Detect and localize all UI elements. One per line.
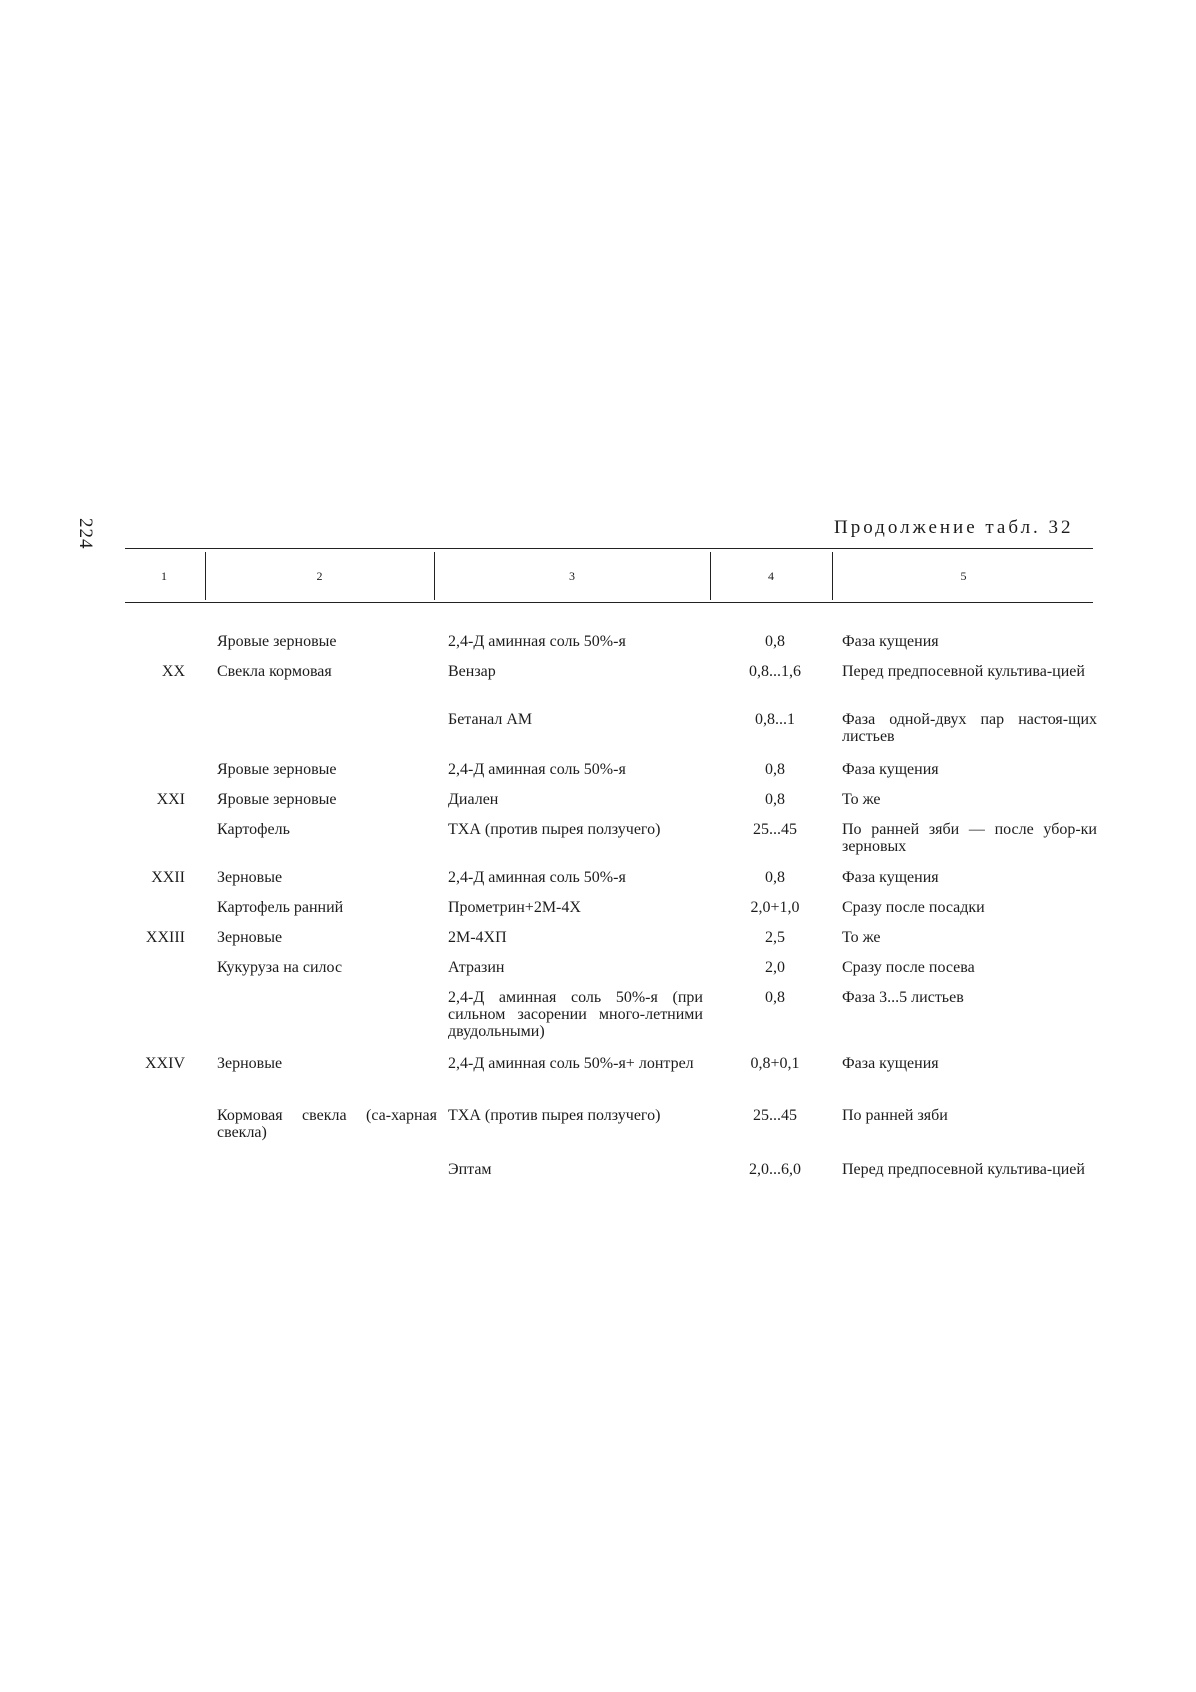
- table-cell: 2,4-Д аминная соль 50%-я: [448, 869, 626, 886]
- table-cell: То же: [842, 929, 881, 946]
- table-cell: 2,4-Д аминная соль 50%-я: [448, 761, 626, 778]
- header-col-3: 3: [569, 568, 575, 583]
- table-cell: Картофель ранний: [217, 899, 344, 916]
- table-cell: Зерновые: [217, 929, 283, 946]
- table-cell: 0,8+0,1: [750, 1055, 800, 1072]
- table-cell: Кукуруза на силос: [217, 959, 343, 976]
- table-cell: Прометрин+2М-4Х: [448, 899, 581, 916]
- table-cell: 0,8: [765, 633, 785, 650]
- table-cell: 0,8: [765, 869, 785, 886]
- table-cell: 2,0+1,0: [750, 899, 800, 916]
- table-cell: Картофель: [217, 821, 290, 838]
- table-cell: 2,4-Д аминная соль 50%-я: [448, 633, 626, 650]
- table-cell: 2,0: [765, 959, 785, 976]
- table-cell: 25...45: [753, 1107, 797, 1124]
- table-cell: Свекла кормовая: [217, 663, 332, 680]
- table-cell: Сразу после посева: [842, 959, 975, 976]
- table-cell: Зерновые: [217, 1055, 283, 1072]
- table-cell: XXIII: [145, 929, 185, 946]
- table-cell: ТХА (против пырея ползучего): [448, 821, 661, 838]
- table-cell: Перед предпосевной культива-цией: [842, 663, 1085, 680]
- table-cell: 0,8: [765, 791, 785, 808]
- table-cell: Фаза кущения: [842, 869, 939, 886]
- table-cell: Яровые зерновые: [217, 633, 337, 650]
- table-cell: То же: [842, 791, 881, 808]
- table-cell: 2,0...6,0: [749, 1161, 801, 1178]
- table-cell: XXI: [156, 791, 185, 808]
- table-cell: Вензар: [448, 663, 496, 680]
- table-cell: 2М-4ХП: [448, 929, 507, 946]
- page-number: 224: [75, 518, 96, 550]
- table-cell: ТХА (против пырея ползучего): [448, 1107, 661, 1124]
- table-cell: По ранней зяби: [842, 1107, 948, 1124]
- table-cell: XXII: [151, 869, 185, 886]
- table-cell: Эптам: [448, 1161, 492, 1178]
- table-cell: Диален: [448, 791, 499, 808]
- header-col-1: 1: [161, 568, 167, 583]
- table-cell: Яровые зерновые: [217, 761, 337, 778]
- table-cell: Фаза кущения: [842, 761, 939, 778]
- table-cell: Яровые зерновые: [217, 791, 337, 808]
- table-cell: 0,8...1: [755, 711, 795, 728]
- table-cell: Бетанал АМ: [448, 711, 533, 728]
- header-col-4: 4: [768, 568, 774, 583]
- table-cell: Фаза 3...5 листьев: [842, 989, 964, 1006]
- table-cell: XXIV: [145, 1055, 185, 1072]
- table-cell: Сразу после посадки: [842, 899, 985, 916]
- table-cell: 0,8: [765, 761, 785, 778]
- header-col-5: 5: [960, 568, 967, 583]
- table-cell: Фаза кущения: [842, 633, 939, 650]
- table-cell: Фаза кущения: [842, 1055, 939, 1072]
- table-cell: 0,8...1,6: [749, 663, 801, 680]
- table-cell: По ранней зяби — после убор-ки зерновых: [842, 821, 1097, 855]
- table-cell: Зерновые: [217, 869, 283, 886]
- table-body: [125, 0, 1097, 1692]
- table-cell: XX: [161, 663, 185, 680]
- table-cell: 25...45: [753, 821, 797, 838]
- table-cell: 2,4-Д аминная соль 50%-я (при сильном засорении много-летними двудольными): [448, 989, 703, 1040]
- table-cell: Перед предпосевной культива-цией: [842, 1161, 1085, 1178]
- table-cell: 0,8: [765, 989, 785, 1006]
- table-cell: 2,4-Д аминная соль 50%-я+ лонтрел: [448, 1055, 694, 1072]
- table-cell: 2,5: [765, 929, 785, 946]
- table-cell: Фаза одной-двух пар настоя-щих листьев: [842, 711, 1097, 745]
- table-caption: Продолжение табл. 32: [834, 517, 1074, 538]
- header-col-2: 2: [316, 568, 323, 583]
- table-cell: Атразин: [448, 959, 505, 976]
- table-cell: Кормовая свекла (са-харная свекла): [217, 1107, 437, 1141]
